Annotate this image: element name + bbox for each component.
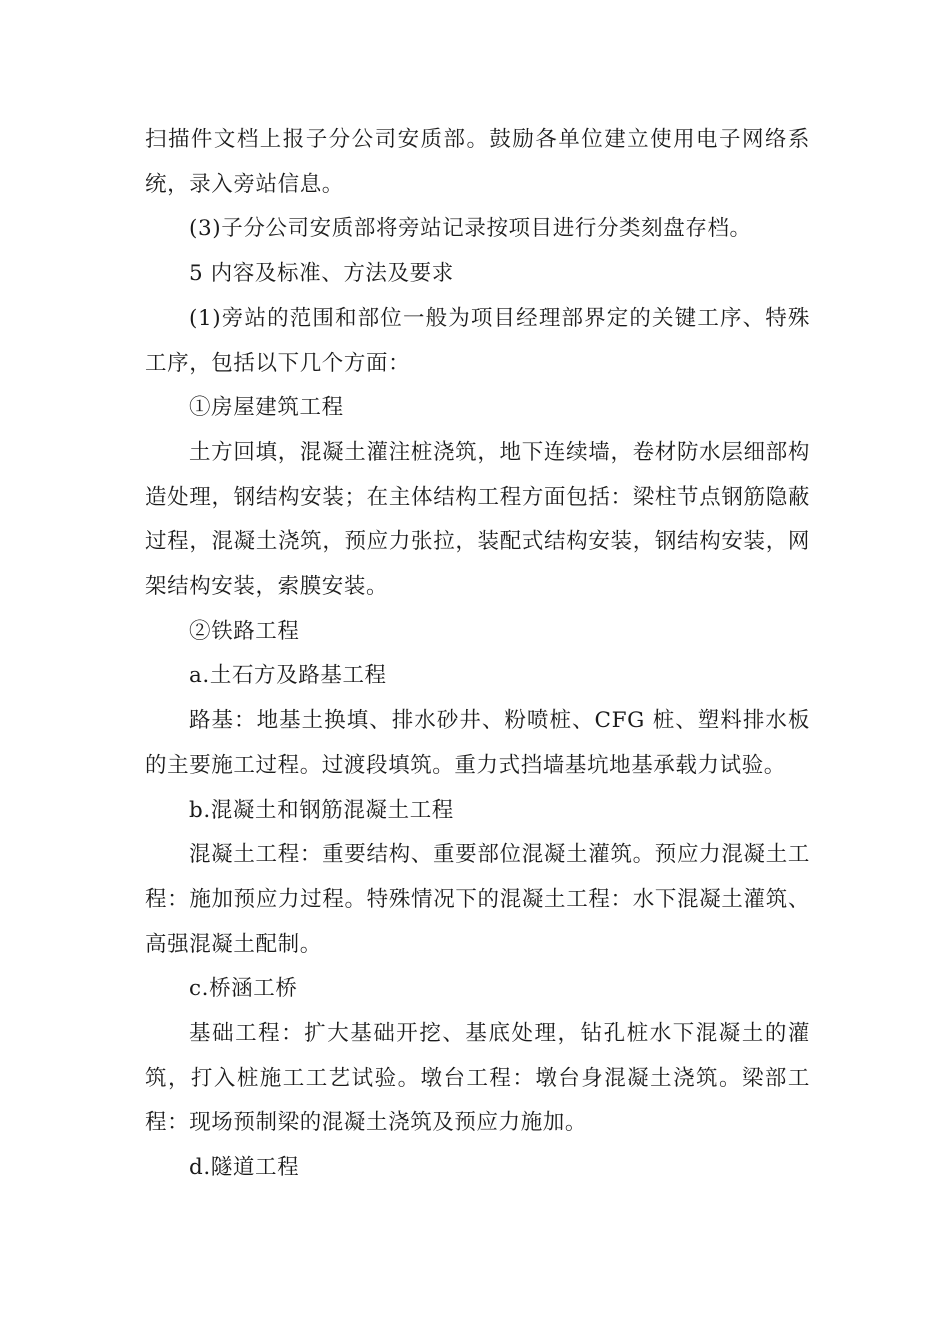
subsection-heading: ②铁路工程 — [189, 618, 300, 644]
paragraph: 扫描件文档上报子分公司安质部。鼓励各单位建立使用电子网络系统，录入旁站信息。 — [145, 127, 810, 197]
item-heading: c.桥涵工桥 — [189, 976, 298, 1002]
paragraph: (3)子分公司安质部将旁站记录按项目进行分类刻盘存档。 — [189, 216, 752, 242]
paragraph: 土方回填，混凝土灌注桩浇筑，地下连续墙，卷材防水层细部构造处理，钢结构安装；在主体结构工程方面包括：梁柱节点钢筋隐蔽过程，混凝土浇筑，预应力张拉，装配式结构安装，钢结构安装，网架结构安装，索膜安装。 — [145, 439, 810, 600]
section-heading: 5 内容及标准、方法及要求 — [189, 261, 454, 287]
paragraph: (1)旁站的范围和部位一般为项目经理部界定的关键工序、特殊工序，包括以下几个方面： — [145, 305, 810, 376]
item-heading: d.隧道工程 — [189, 1155, 300, 1181]
subsection-heading: ①房屋建筑工程 — [189, 395, 344, 421]
item-heading: b.混凝土和钢筋混凝土工程 — [189, 797, 454, 823]
paragraph: 基础工程：扩大基础开挖、基底处理，钻孔桩水下混凝土的灌筑，打入桩施工工艺试验。墩台工程：墩台身混凝土浇筑。梁部工程：现场预制梁的混凝土浇筑及预应力施加。 — [145, 1021, 810, 1136]
paragraph: 路基：地基土换填、排水砂井、粉喷桩、CFG 桩、塑料排水板的主要施工过程。过渡段填筑。重力式挡墙基坑地基承载力试验。 — [145, 708, 810, 778]
item-heading: a.土石方及路基工程 — [189, 663, 387, 689]
paragraph: 混凝土工程：重要结构、重要部位混凝土灌筑。预应力混凝土工程：施加预应力过程。特殊情况下的混凝土工程：水下混凝土灌筑、高强混凝土配制。 — [145, 842, 810, 957]
document-body — [145, 118, 810, 1191]
